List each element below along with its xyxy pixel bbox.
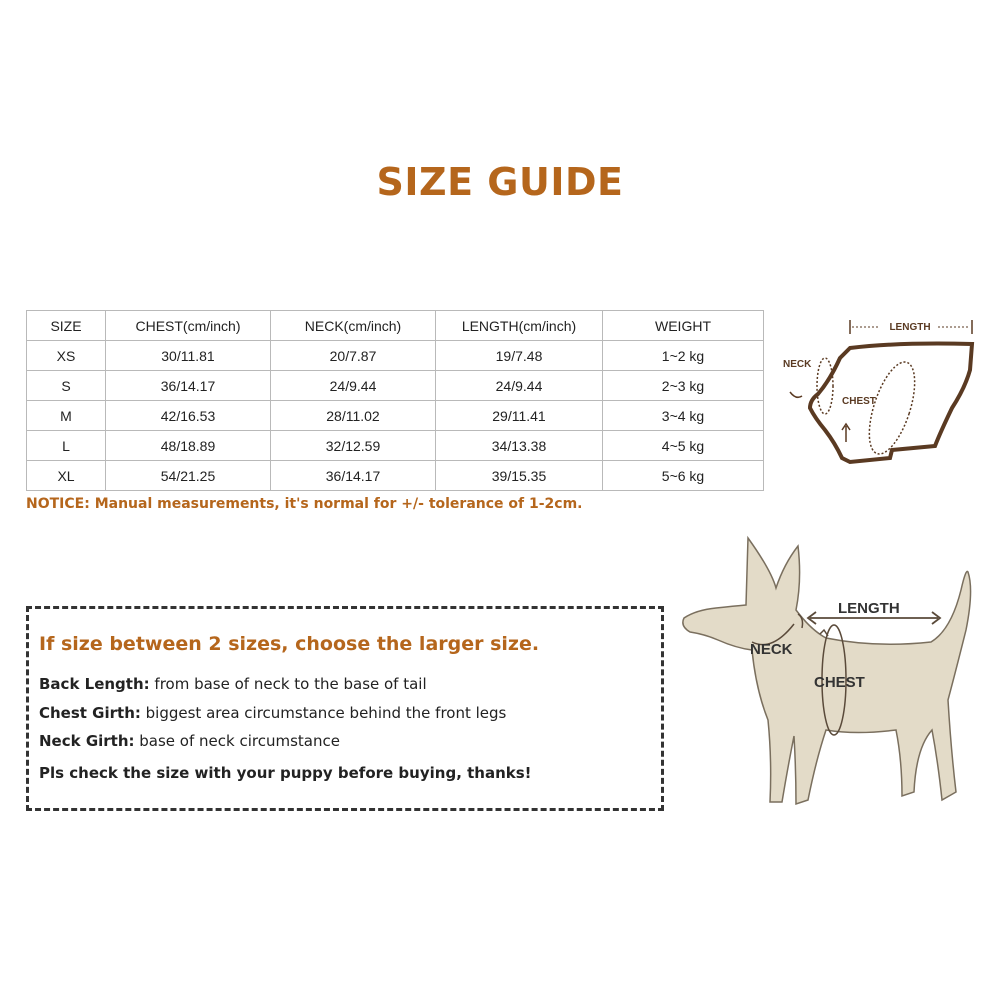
table-header-row — [27, 311, 764, 341]
table-cell: 28/11.02 — [271, 401, 436, 431]
table-cell: M — [27, 401, 106, 431]
table-cell: 20/7.87 — [271, 341, 436, 371]
table-row — [27, 461, 764, 491]
table-cell: 3~4 kg — [603, 401, 764, 431]
table-cell: 30/11.81 — [106, 341, 271, 371]
table-cell: 4~5 kg — [603, 431, 764, 461]
tip-closing: Pls check the size with your puppy before buying, thanks! — [39, 764, 532, 782]
page-title: SIZE GUIDE — [376, 160, 624, 204]
tips-heading: If size between 2 sizes, choose the larger size. — [39, 633, 540, 655]
table-cell: XL — [27, 461, 106, 491]
table-cell: XS — [27, 341, 106, 371]
tip-text: base of neck circumstance — [134, 732, 340, 750]
table-header-cell: SIZE — [27, 311, 106, 341]
dog-chest-label: CHEST — [814, 674, 865, 691]
tip-text: from base of neck to the base of tail — [149, 675, 427, 693]
table-cell: 24/9.44 — [271, 371, 436, 401]
dog-neck-label: NECK — [750, 641, 793, 658]
table-cell: 36/14.17 — [271, 461, 436, 491]
table-cell: 32/12.59 — [271, 431, 436, 461]
table-header-cell: CHEST(cm/inch) — [106, 311, 271, 341]
garment-outline — [810, 344, 972, 463]
tip-label: Neck Girth: — [39, 732, 135, 750]
table-cell: 39/15.35 — [436, 461, 603, 491]
table-cell: 1~2 kg — [603, 341, 764, 371]
table-header-cell: LENGTH(cm/inch) — [436, 311, 603, 341]
dog-length-label: LENGTH — [838, 600, 900, 617]
tip-label: Back Length: — [39, 675, 150, 693]
table-cell: L — [27, 431, 106, 461]
table-cell: 19/7.48 — [436, 341, 603, 371]
tip-back-length — [39, 675, 427, 693]
garment-length-label: LENGTH — [889, 322, 931, 333]
garment-neck-label: NECK — [783, 359, 812, 370]
table-cell: 34/13.38 — [436, 431, 603, 461]
table-row — [27, 401, 764, 431]
table-cell: 2~3 kg — [603, 371, 764, 401]
table-row — [27, 341, 764, 371]
table-cell: 42/16.53 — [106, 401, 271, 431]
tip-text: biggest area circumstance behind the front legs — [140, 704, 507, 722]
dog-silhouette — [683, 538, 971, 804]
garment-neck-arrow-icon — [790, 392, 802, 397]
tip-label: Chest Girth: — [39, 704, 141, 722]
table-row — [27, 371, 764, 401]
table-cell: 5~6 kg — [603, 461, 764, 491]
notice-text: NOTICE: Manual measurements, it's normal for +/- tolerance of 1-2cm. — [26, 496, 583, 512]
table-cell: 54/21.25 — [106, 461, 271, 491]
table-cell: 36/14.17 — [106, 371, 271, 401]
garment-chest-label: CHEST — [842, 396, 876, 407]
sizing-tips-box — [26, 606, 664, 811]
garment-diagram — [780, 308, 990, 478]
table-row — [27, 431, 764, 461]
table-header-cell: NECK(cm/inch) — [271, 311, 436, 341]
table-header-cell: WEIGHT — [603, 311, 764, 341]
table-cell: 48/18.89 — [106, 431, 271, 461]
size-table — [26, 310, 764, 491]
table-cell: 24/9.44 — [436, 371, 603, 401]
table-cell: 29/11.41 — [436, 401, 603, 431]
tip-neck-girth — [39, 732, 340, 750]
dog-diagram — [676, 530, 986, 820]
table-cell: S — [27, 371, 106, 401]
tip-chest-girth — [39, 704, 506, 722]
